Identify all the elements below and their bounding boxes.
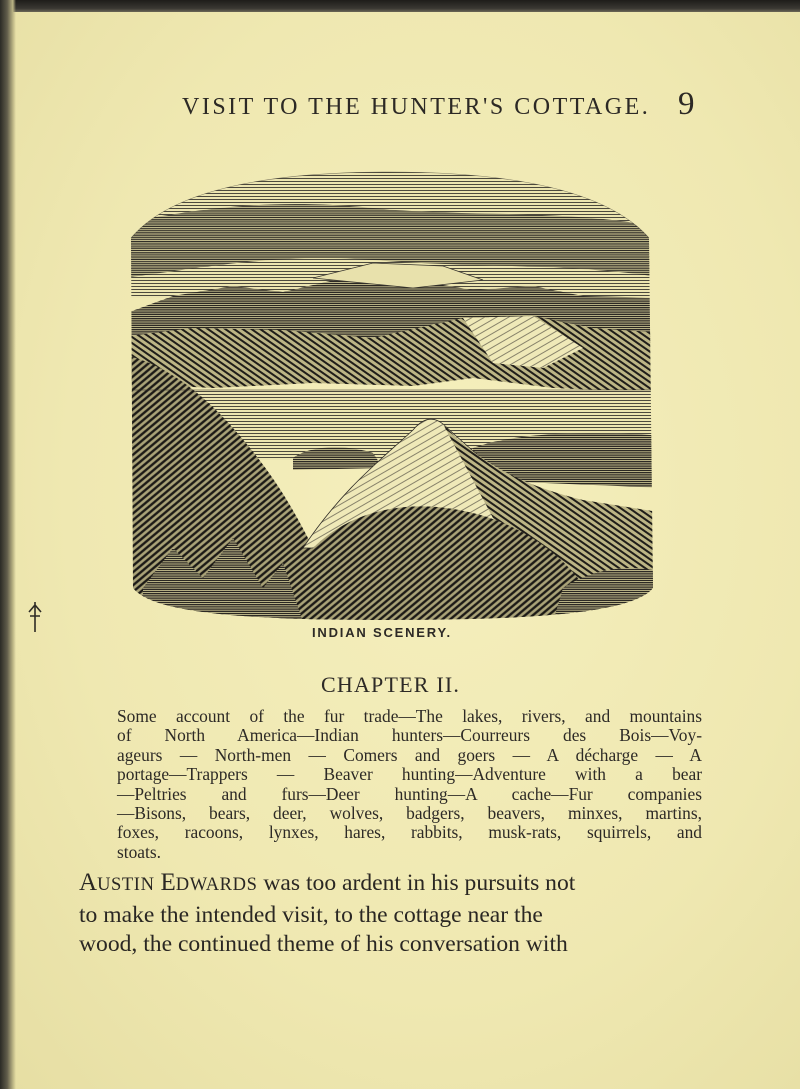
summary-line: portage—Trappers — Beaver hunting—Adventure with a bear [117, 764, 702, 785]
summary-line: of North America—Indian hunters—Courreurs des Bois—Voy- [117, 725, 702, 746]
indian-scenery-engraving [113, 168, 665, 622]
running-head: VISIT TO THE HUNTER'S COTTAGE. [182, 94, 651, 120]
name-initial: A [79, 869, 98, 896]
summary-line: ageurs — North-men — Comers and goers — A décharge — A [117, 744, 702, 765]
body-line: to make the intended visit, to the cottage near the [79, 901, 543, 928]
page-top-edge [0, 0, 800, 12]
body-line: wood, the continued theme of his conversation with [79, 931, 568, 957]
summary-line: foxes, racoons, lynxes, hares, rabbits, musk-rats, squirrels, and [117, 822, 702, 843]
summary-line: —Peltries and furs—Deer hunting—A cache—Fur companies [117, 783, 702, 804]
summary-line: Some account of the fur trade—The lakes, rivers, and mountains [117, 706, 702, 726]
body-line-text: was too ardent in his pursuits not [263, 870, 576, 896]
margin-pencil-mark [27, 602, 43, 632]
name-smallcaps: DWARDS [175, 875, 258, 895]
binding-shadow [0, 0, 16, 1089]
summary-line: stoats. [117, 841, 161, 862]
body-paragraph [79, 868, 703, 960]
body-line [79, 868, 703, 901]
illustration-caption: INDIAN SCENERY. [312, 625, 452, 640]
name-initial: E [160, 869, 176, 896]
chapter-title: CHAPTER II. [321, 672, 461, 697]
chapter-summary [98, 707, 702, 862]
summary-line: —Bisons, bears, deer, wolves, badgers, beavers, minxes, martins, [117, 803, 702, 824]
name-smallcaps: USTIN [97, 875, 155, 895]
page-number: 9 [678, 86, 695, 122]
